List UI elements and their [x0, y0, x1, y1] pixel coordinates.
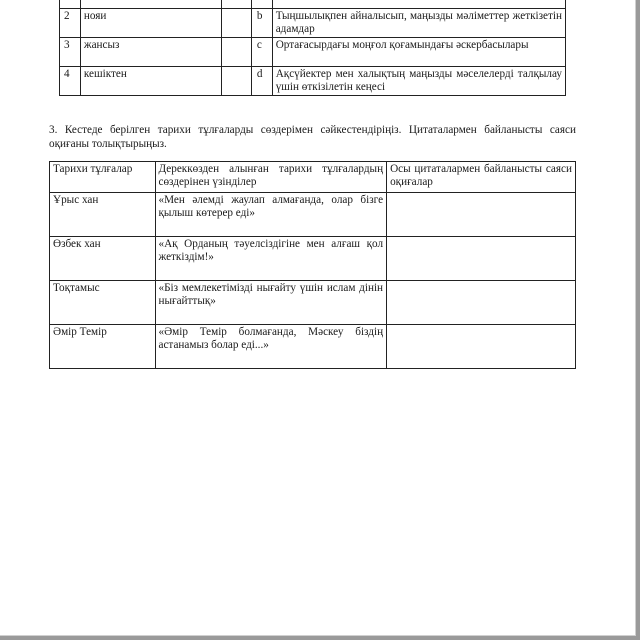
figure-name: Әмір Темір: [50, 325, 156, 369]
table-header-row: [50, 162, 576, 193]
figure-quote: «Әмір Темір болмағанда, Мәскеу біздің астанамыз болар еді...»: [155, 325, 387, 369]
answer-cell[interactable]: [222, 0, 252, 9]
row-number: 4: [60, 67, 81, 96]
term-cell: [80, 0, 221, 9]
table-row: [60, 9, 566, 38]
definition-cell: [272, 0, 565, 9]
letter-cell: [251, 0, 272, 9]
task-instruction: 3. Кестеде берілген тарихи тұлғаларды сөздерімен сәйкестендіріңіз. Цитаталармен байланысты саяси оқиғаны толықтырыңыз.: [49, 124, 576, 150]
table-row: [60, 38, 566, 67]
table-row: [50, 193, 576, 237]
header-figures: Тарихи тұлғалар: [50, 162, 156, 193]
figure-name: Тоқтамыс: [50, 281, 156, 325]
figure-quote: «Біз мемлекетімізді нығайту үшін ислам дінін нығайттық»: [155, 281, 387, 325]
table-row: [50, 325, 576, 369]
letter-cell: d: [251, 67, 272, 96]
figure-quote: «Ақ Орданың тәуелсіздігіне мен алғаш қол жеткіздім!»: [155, 237, 387, 281]
definition-cell: Ортағасырдағы моңғол қоғамындағы әскербасылары: [272, 38, 565, 67]
historical-figures-table: [49, 161, 576, 369]
definition-cell: Тыңшылықпен айналысып, маңызды мәліметтер жеткізетін адамдар: [272, 9, 565, 38]
figure-name: Өзбек хан: [50, 237, 156, 281]
table-row: [60, 67, 566, 96]
event-answer-cell[interactable]: [387, 325, 576, 369]
answer-cell[interactable]: [222, 67, 252, 96]
table-row: [50, 281, 576, 325]
figure-name: Ұрыс хан: [50, 193, 156, 237]
event-answer-cell[interactable]: [387, 281, 576, 325]
figure-quote: «Мен әлемді жаулап алмағанда, олар бізге қылыш көтерер еді»: [155, 193, 387, 237]
event-answer-cell[interactable]: [387, 237, 576, 281]
definition-cell: Ақсүйектер мен халықтың маңызды мәселелерді талқылау үшін өткізілетін кеңесі: [272, 67, 565, 96]
event-answer-cell[interactable]: [387, 193, 576, 237]
answer-cell[interactable]: [222, 38, 252, 67]
answer-cell[interactable]: [222, 9, 252, 38]
terms-matching-table: [59, 0, 566, 96]
row-number: 3: [60, 38, 81, 67]
table-row: [60, 0, 566, 9]
term-cell: жансыз: [80, 38, 221, 67]
letter-cell: b: [251, 9, 272, 38]
term-cell: нояи: [80, 9, 221, 38]
table-row: [50, 237, 576, 281]
term-cell: кешіктен: [80, 67, 221, 96]
letter-cell: c: [251, 38, 272, 67]
row-number: [60, 0, 81, 9]
header-events: Осы цитаталармен байланысты саяси оқиғалар: [387, 162, 576, 193]
header-quotes: Дереккөзден алынған тарихи тұлғалардың сөздерінен үзінділер: [155, 162, 387, 193]
row-number: 2: [60, 9, 81, 38]
